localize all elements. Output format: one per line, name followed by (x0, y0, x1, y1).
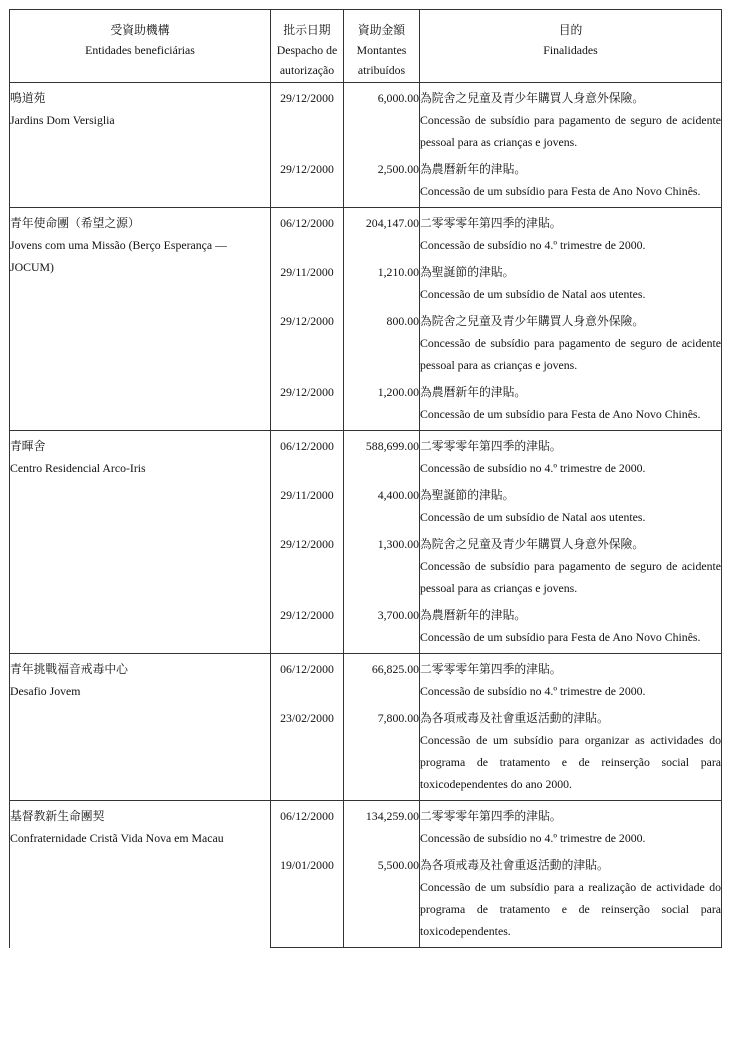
authorization-date: 06/12/2000 (271, 654, 344, 708)
amount-value: 2,500.00 (344, 158, 420, 208)
purpose-zh: 二零零零年第四季的津貼。 (420, 809, 562, 823)
purpose-cell (420, 854, 722, 948)
table-row (10, 654, 722, 708)
purpose-cell (420, 381, 722, 431)
purpose-zh: 為農曆新年的津貼。 (420, 162, 527, 176)
amount-column-header (344, 10, 420, 83)
authorization-date: 29/12/2000 (271, 604, 344, 654)
purpose-pt: Concessão de subsídio no 4.º trimestre de 2000. (420, 461, 646, 475)
purpose-pt: Concessão de um subsídio para Festa de Ano Novo Chinês. (420, 630, 701, 644)
authorization-date: 29/11/2000 (271, 261, 344, 310)
amount-header-zh: 資助金額 (357, 23, 406, 37)
date-header-pt-1: Despacho de (276, 43, 338, 57)
purpose-zh: 二零零零年第四季的津貼。 (420, 439, 562, 453)
purpose-pt: Concessão de subsídio no 4.º trimestre de 2000. (420, 831, 646, 845)
purpose-column-header (420, 10, 722, 83)
authorization-date: 23/02/2000 (271, 707, 344, 801)
table-row (10, 208, 722, 262)
subsidy-table (9, 9, 722, 948)
entity-cell (10, 654, 271, 801)
amount-value: 66,825.00 (344, 654, 420, 708)
purpose-cell (420, 707, 722, 801)
authorization-date: 06/12/2000 (271, 801, 344, 855)
amount-value: 1,300.00 (344, 533, 420, 604)
entity-cell (10, 208, 271, 431)
entity-cell (10, 431, 271, 654)
entity-header-zh: 受資助機構 (110, 23, 170, 37)
purpose-cell (420, 83, 722, 159)
date-header-pt-2: autorização (279, 63, 335, 77)
amount-header-pt-2: atribuídos (357, 63, 406, 77)
purpose-zh: 為各項戒毒及社會重返活動的津貼。 (420, 858, 609, 872)
purpose-header-zh: 目的 (558, 23, 583, 37)
purpose-cell (420, 208, 722, 262)
authorization-date: 29/12/2000 (271, 310, 344, 381)
entity-name-pt: Jardins Dom Versiglia (10, 113, 115, 127)
purpose-zh: 為各項戒毒及社會重返活動的津貼。 (420, 711, 609, 725)
purpose-zh: 為農曆新年的津貼。 (420, 385, 527, 399)
entity-cell (10, 83, 271, 208)
purpose-cell (420, 533, 722, 604)
purpose-pt: Concessão de um subsídio de Natal aos utentes. (420, 510, 646, 524)
purpose-pt: Concessão de subsídio para pagamento de seguro de acidente pessoal para as crianças e jovens. (420, 113, 721, 149)
purpose-pt: Concessão de subsídio no 4.º trimestre de 2000. (420, 238, 646, 252)
purpose-pt: Concessão de um subsídio para a realização de actividade do programa de tratamento e de reinserção social para toxicodependentes. (420, 880, 721, 938)
entity-name-pt: Confraternidade Cristã Vida Nova em Macau (10, 831, 224, 845)
entity-name-pt: Desafio Jovem (10, 684, 81, 698)
purpose-header-pt: Finalidades (543, 43, 598, 57)
entity-name-pt: Centro Residencial Arco-Iris (10, 461, 146, 475)
entity-name-zh: 青年挑戰福音戒毒中心 (10, 662, 128, 676)
entity-name-pt: Jovens com uma Missão (Berço Esperança — JOCUM) (10, 238, 227, 274)
purpose-cell (420, 261, 722, 310)
amount-value: 204,147.00 (344, 208, 420, 262)
purpose-pt: Concessão de um subsídio de Natal aos utentes. (420, 287, 646, 301)
authorization-date: 29/11/2000 (271, 484, 344, 533)
entity-name-zh: 鳴道苑 (10, 91, 46, 105)
table-row (10, 431, 722, 485)
purpose-zh: 為院舍之兒童及青少年購買人身意外保險。 (420, 91, 645, 105)
authorization-date: 29/12/2000 (271, 158, 344, 208)
table-body (10, 83, 722, 948)
authorization-date: 29/12/2000 (271, 533, 344, 604)
purpose-pt: Concessão de subsídio para pagamento de seguro de acidente pessoal para as crianças e jovens. (420, 336, 721, 372)
amount-value: 4,400.00 (344, 484, 420, 533)
purpose-cell (420, 604, 722, 654)
purpose-zh: 為院舍之兒童及青少年購買人身意外保險。 (420, 314, 645, 328)
purpose-zh: 為院舍之兒童及青少年購買人身意外保險。 (420, 537, 645, 551)
amount-value: 1,200.00 (344, 381, 420, 431)
purpose-zh: 二零零零年第四季的津貼。 (420, 216, 562, 230)
amount-value: 7,800.00 (344, 707, 420, 801)
date-header-zh: 批示日期 (283, 23, 331, 37)
amount-value: 588,699.00 (344, 431, 420, 485)
purpose-cell (420, 801, 722, 855)
purpose-pt: Concessão de subsídio para pagamento de seguro de acidente pessoal para as crianças e jovens. (420, 559, 721, 595)
purpose-pt: Concessão de subsídio no 4.º trimestre de 2000. (420, 684, 646, 698)
purpose-cell (420, 654, 722, 708)
entity-header-pt: Entidades beneficiárias (85, 43, 195, 57)
purpose-zh: 為聖誕節的津貼。 (420, 265, 515, 279)
entity-name-zh: 青暉舍 (10, 439, 46, 453)
amount-header-pt-1: Montantes (356, 43, 407, 57)
purpose-pt: Concessão de um subsídio para Festa de Ano Novo Chinês. (420, 407, 701, 421)
authorization-date: 06/12/2000 (271, 431, 344, 485)
date-column-header (271, 10, 344, 83)
entity-cell (10, 801, 271, 948)
authorization-date: 29/12/2000 (271, 381, 344, 431)
purpose-cell (420, 310, 722, 381)
header-row (10, 10, 722, 83)
purpose-pt: Concessão de um subsídio para Festa de Ano Novo Chinês. (420, 184, 701, 198)
amount-value: 5,500.00 (344, 854, 420, 948)
authorization-date: 29/12/2000 (271, 83, 344, 159)
table-row (10, 83, 722, 159)
amount-value: 3,700.00 (344, 604, 420, 654)
amount-value: 6,000.00 (344, 83, 420, 159)
amount-value: 800.00 (344, 310, 420, 381)
purpose-pt: Concessão de um subsídio para organizar as actividades do programa de tratamento e de reinserção social para toxicodependentes do ano 2000. (420, 733, 721, 791)
entity-column-header (10, 10, 271, 83)
table-header (10, 10, 722, 83)
entity-name-zh: 基督教新生命團契 (10, 809, 105, 823)
entity-name-zh: 青年使命團（希望之源） (10, 216, 140, 230)
purpose-cell (420, 431, 722, 485)
purpose-zh: 為農曆新年的津貼。 (420, 608, 527, 622)
purpose-cell (420, 158, 722, 208)
amount-value: 1,210.00 (344, 261, 420, 310)
purpose-cell (420, 484, 722, 533)
purpose-zh: 為聖誕節的津貼。 (420, 488, 515, 502)
authorization-date: 06/12/2000 (271, 208, 344, 262)
authorization-date: 19/01/2000 (271, 854, 344, 948)
purpose-zh: 二零零零年第四季的津貼。 (420, 662, 562, 676)
amount-value: 134,259.00 (344, 801, 420, 855)
table-row (10, 801, 722, 855)
